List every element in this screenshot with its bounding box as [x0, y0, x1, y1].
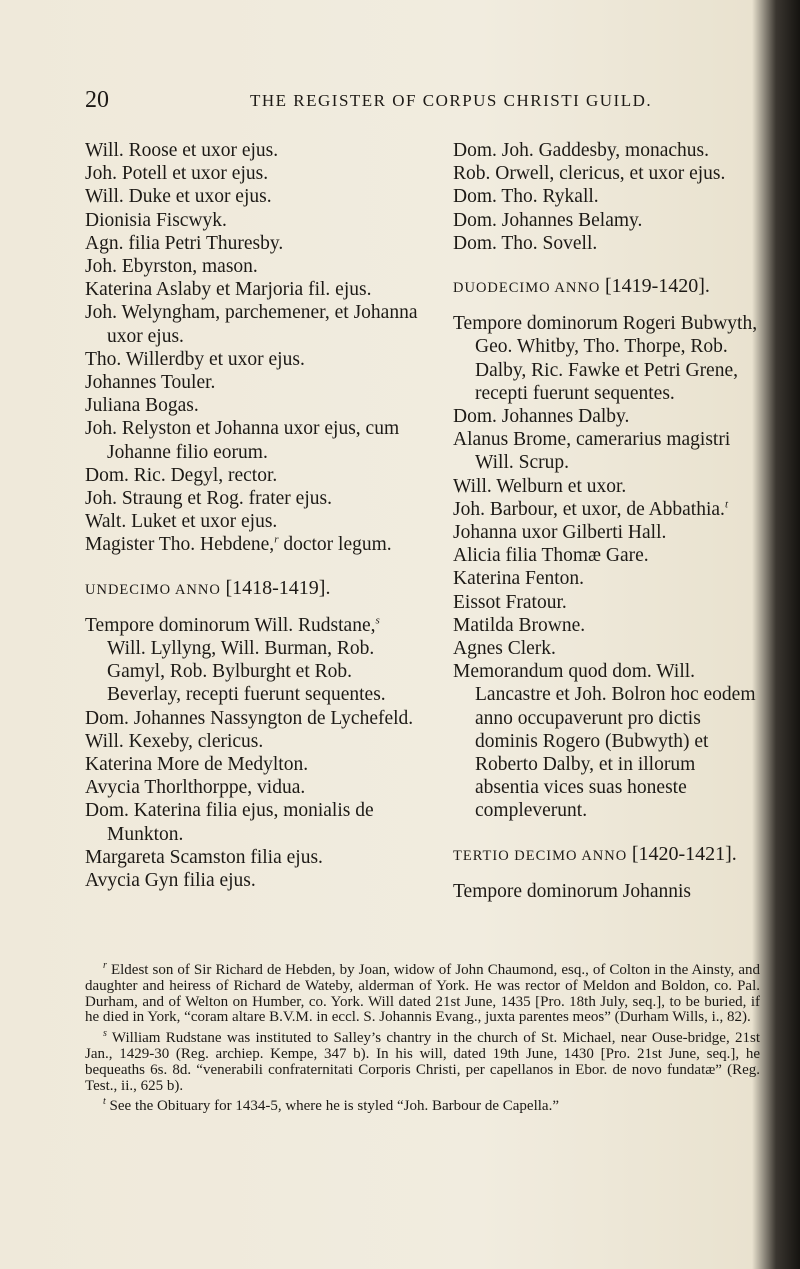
entry-list — [85, 139, 420, 533]
footnotes — [85, 958, 760, 1115]
register-entry: Juliana Bogas. — [85, 395, 199, 417]
footnote-text: William Rudstane was instituted to Salley’s chantry in the church of St. Michael, near Ouse-bridge, 21st Jan., 1429-30 (Reg. archiep. Kempe, 347 b). In his will, dated 19th June, 1430 [Pro. 21st June, seq.], he bequeaths 6s. 8d. “venerabili confraternitati Corporis Christi, per capellanos in Ebor. de novo fundatæ” (Reg. Test., ii., 625 b). — [85, 1030, 760, 1094]
register-entry: Dom. Johannes Nassyngton de Lychefeld. — [85, 707, 414, 729]
entry-hebdene — [85, 533, 420, 556]
right-column — [453, 139, 758, 903]
register-entry: Joh. Relyston et Johanna uxor ejus, cum Johanne filio eorum. — [85, 418, 400, 463]
register-entry: Dom. Johannes Dalby. — [453, 406, 630, 428]
tempore-paragraph: Tempore dominorum Rogeri Bubwyth, Geo. Whitby, Tho. Thorpe, Rob. Dalby, Ric. Fawke et Petri Grene, recepti fuerunt sequentes. — [453, 313, 758, 404]
register-entry: Johannes Touler. — [85, 372, 216, 394]
register-entry: Alicia filia Thomæ Gare. — [453, 545, 649, 567]
register-entry: Agnes Clerk. — [453, 638, 556, 660]
register-entry: Dom. Tho. Sovell. — [453, 232, 598, 254]
entry-text: doctor legum. — [278, 534, 392, 556]
tempore-text: Will. Lyllyng, Will. Burman, Rob. Gamyl, Rob. Bylburght et Rob. Beverlay, recepti fuerunt sequentes. — [107, 638, 386, 706]
register-entry: Dom. Tho. Rykall. — [453, 186, 599, 208]
left-column — [85, 139, 420, 892]
register-entry: Dom. Ric. Degyl, rector. — [85, 464, 278, 486]
footnote-text: Eldest son of Sir Richard de Hebden, by Joan, widow of John Chaumond, esq., of Colton in the Ainsty, and daughter and heiress of Richard de Wateby, alderman of York. He was rector of Meldon and Boldon, co. Pal. Durham, and of Welton on Humber, co. York. Will dated 21st June, 1435 [Pro. 18th July, seq.], to be buried, if he died in York, “coram altare B.V.M. in eccl. S. Johannis Evang., juxta parentes meos” (Durham Wills, i., 82). — [85, 962, 761, 1026]
register-entry: Rob. Orwell, clericus, et uxor ejus. — [453, 163, 726, 185]
register-entry: Will. Roose et uxor ejus. — [85, 140, 279, 161]
footnote — [85, 1094, 760, 1115]
section-heading-text: UNDECIMO ANNO — [85, 581, 221, 598]
register-entry: Margareta Scamston filia ejus. — [85, 846, 323, 868]
running-title: THE REGISTER OF CORPUS CHRISTI GUILD. — [250, 91, 653, 110]
entry-list — [453, 521, 758, 823]
entry-text: Joh. Barbour, et uxor, de Abbathia. — [453, 498, 725, 520]
register-entry: Will. Welburn et uxor. — [453, 475, 627, 497]
entry-barbour — [453, 498, 758, 521]
section-heading-tertio-decimo — [453, 843, 758, 868]
tempore-paragraph — [85, 614, 420, 707]
footnote-mark: t — [103, 1096, 106, 1108]
tempore-text: Tempore dominorum Will. Rudstane, — [85, 614, 376, 636]
footnote-ref: s — [375, 614, 380, 627]
section-heading-duodecimo — [453, 275, 758, 300]
register-entry: Joh. Potell et uxor ejus. — [85, 163, 269, 185]
register-entry: Avycia Gyn filia ejus. — [85, 870, 256, 892]
footnote-ref: r — [274, 533, 279, 546]
footnote-list — [85, 958, 760, 1115]
register-entry: Avycia Thorlthorppe, vidua. — [85, 777, 306, 799]
register-entry: Katerina Aslaby et Marjoria fil. ejus. — [85, 279, 372, 301]
register-entry: Katerina Fenton. — [453, 568, 585, 590]
register-entry: Johanna uxor Gilberti Hall. — [453, 522, 667, 544]
register-entry: Joh. Straung et Rog. frater ejus. — [85, 488, 332, 510]
register-entry: Will. Duke et uxor ejus. — [85, 186, 272, 208]
register-entry: Joh. Ebyrston, mason. — [85, 256, 258, 278]
register-entry: Dom. Joh. Gaddesby, monachus. — [453, 140, 709, 161]
entry-list — [453, 139, 758, 255]
register-entry: Walt. Luket et uxor ejus. — [85, 511, 278, 533]
section-heading-year: [1420-1421]. — [631, 842, 737, 865]
register-entry: Dom. Johannes Belamy. — [453, 209, 643, 231]
register-entry: Dionisia Fiscwyk. — [85, 209, 227, 231]
section-heading-text: TERTIO DECIMO ANNO — [453, 847, 628, 864]
footnote-mark: s — [103, 1028, 107, 1040]
footnote-ref: t — [724, 498, 728, 511]
tempore-paragraph: Tempore dominorum Johannis — [453, 880, 692, 902]
entry-list — [85, 707, 420, 893]
section-heading-text: DUODECIMO ANNO — [453, 280, 601, 297]
section-heading-year: [1419-1420]. — [604, 275, 710, 298]
entry-text: Magister Tho. Hebdene, — [85, 534, 275, 556]
footnote-mark: r — [103, 960, 107, 971]
register-entry: Will. Kexeby, clericus. — [85, 730, 264, 752]
footnote — [85, 1026, 760, 1094]
register-entry: Alanus Brome, camerarius magistri Will. Scrup. — [453, 429, 731, 474]
entry-list — [453, 405, 758, 498]
register-entry: Tho. Willerdby et uxor ejus. — [85, 348, 305, 370]
section-heading-undecimo — [85, 577, 420, 602]
register-entry: Matilda Browne. — [453, 614, 586, 636]
register-entry: Dom. Katerina filia ejus, monialis de Munkton. — [85, 800, 374, 845]
section-heading-year: [1418-1419]. — [225, 576, 331, 599]
register-entry: Joh. Welyngham, parchemener, et Johanna uxor ejus. — [85, 302, 418, 347]
page-number: 20 — [85, 87, 109, 113]
footnote — [85, 958, 760, 1026]
register-entry: Agn. filia Petri Thuresby. — [85, 232, 284, 254]
footnote-text: See the Obituary for 1434-5, where he is styled “Joh. Barbour de Capella.” — [109, 1098, 559, 1115]
register-entry: Eissot Fratour. — [453, 591, 567, 613]
register-entry: Memorandum quod dom. Will. Lancastre et Joh. Bolron hoc eodem anno occupaverunt pro dictis dominis Rogero (Bubwyth) et Roberto Dalby, et in illorum absentia vices suas honeste compleverunt. — [453, 661, 756, 822]
register-entry: Katerina More de Medylton. — [85, 754, 309, 776]
